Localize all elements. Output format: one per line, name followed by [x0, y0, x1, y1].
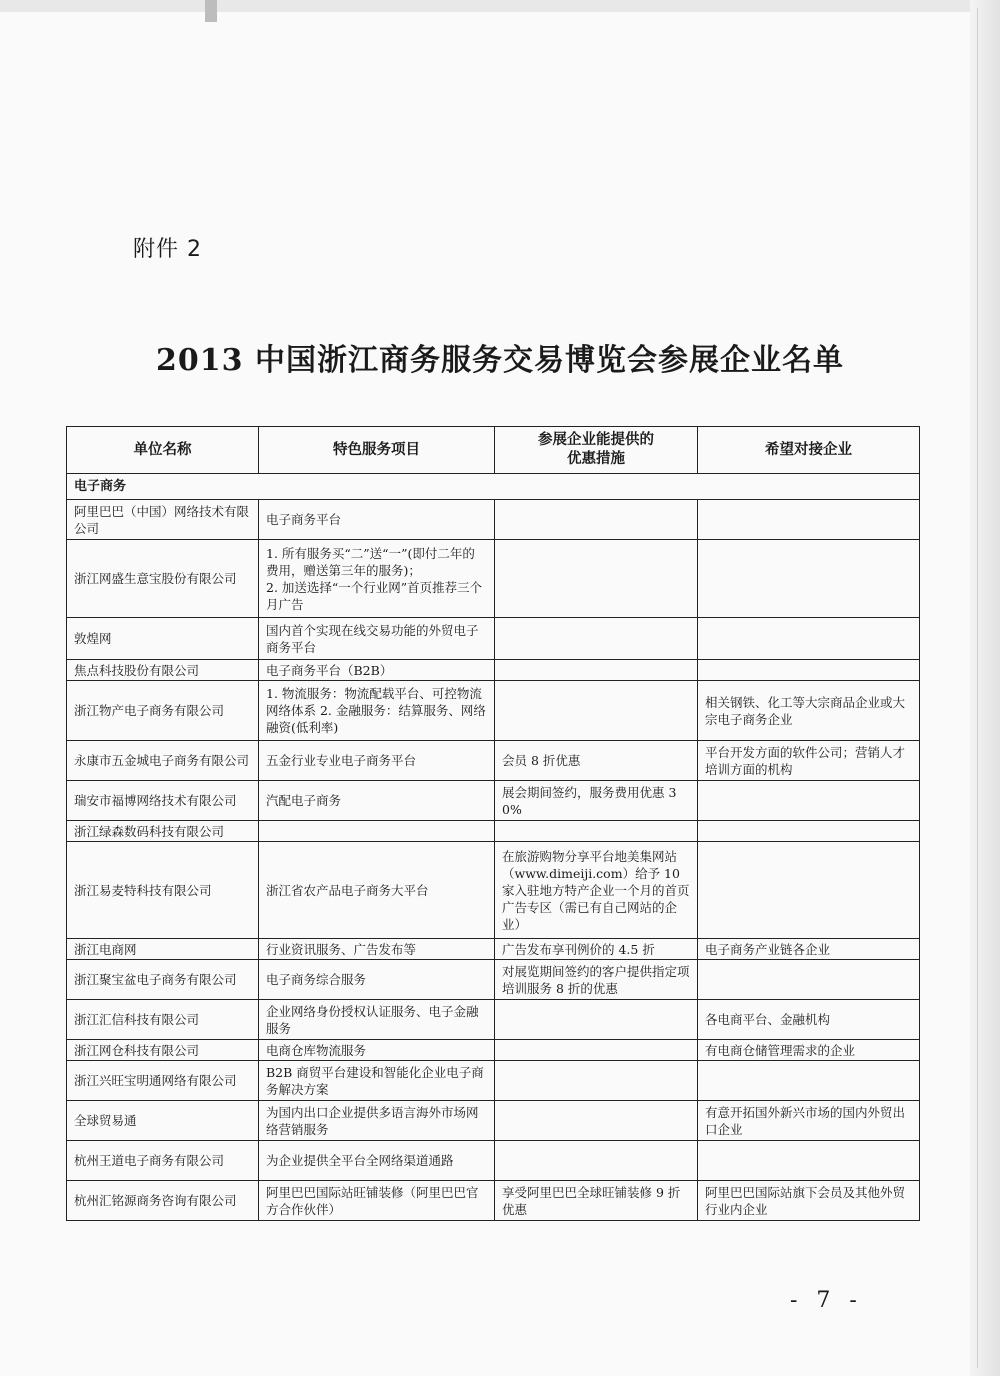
table-row: [67, 1101, 920, 1141]
table-row: [67, 681, 920, 741]
cell-company: 焦点科技股份有限公司: [67, 660, 259, 681]
cell-offer: [495, 1101, 698, 1141]
scan-top-edge: [0, 0, 1000, 12]
cell-service: 浙江省农产品电子商务大平台: [259, 842, 495, 939]
cell-target: [698, 781, 920, 821]
cell-company: 全球贸易通: [67, 1101, 259, 1141]
cell-service: 为国内出口企业提供多语言海外市场网络营销服务: [259, 1101, 495, 1141]
cell-service: [259, 821, 495, 842]
cell-target: 阿里巴巴国际站旗下会员及其他外贸行业内企业: [698, 1181, 920, 1221]
cell-company: 杭州王道电子商务有限公司: [67, 1141, 259, 1181]
header-service: 特色服务项目: [259, 427, 495, 474]
cell-target: [698, 540, 920, 618]
table-row: [67, 781, 920, 821]
cell-target: [698, 842, 920, 939]
table-row: [67, 618, 920, 660]
cell-offer: [495, 500, 698, 540]
cell-offer: [495, 1040, 698, 1061]
cell-service: 阿里巴巴国际站旺铺装修（阿里巴巴官方合作伙伴）: [259, 1181, 495, 1221]
section-label: 电子商务: [67, 474, 920, 500]
cell-company: 浙江网仓科技有限公司: [67, 1040, 259, 1061]
table-row: [67, 1061, 920, 1101]
cell-company: 浙江电商网: [67, 939, 259, 960]
cell-service: 企业网络身份授权认证服务、电子金融服务: [259, 1000, 495, 1040]
attachment-label: 附件 2: [133, 237, 202, 262]
cell-target: [698, 618, 920, 660]
header-target: 希望对接企业: [698, 427, 920, 474]
table-row: [67, 1181, 920, 1221]
cell-offer: 在旅游购物分享平台地美集网站（www.dimeiji.com）给予 10 家入驻地方特产企业一个月的首页广告专区（需已有自己网站的企业）: [495, 842, 698, 939]
binder-clip-mark: [205, 0, 217, 22]
exhibitor-table: [66, 426, 920, 1221]
cell-offer: 展会期间签约，服务费用优惠 30%: [495, 781, 698, 821]
cell-target: [698, 1141, 920, 1181]
table-row: [67, 842, 920, 939]
cell-company: 阿里巴巴（中国）网络技术有限公司: [67, 500, 259, 540]
cell-offer: [495, 1141, 698, 1181]
cell-target: 平台开发方面的软件公司；营销人才培训方面的机构: [698, 741, 920, 781]
cell-company: 浙江绿森数码科技有限公司: [67, 821, 259, 842]
table-row: [67, 1040, 920, 1061]
cell-service: 电商仓库物流服务: [259, 1040, 495, 1061]
cell-offer: [495, 1000, 698, 1040]
cell-target: 有电商仓储管理需求的企业: [698, 1040, 920, 1061]
header-company: 单位名称: [67, 427, 259, 474]
cell-offer: [495, 681, 698, 741]
cell-company: 杭州汇铭源商务咨询有限公司: [67, 1181, 259, 1221]
cell-offer: [495, 540, 698, 618]
cell-offer: [495, 821, 698, 842]
cell-offer: 会员 8 折优惠: [495, 741, 698, 781]
cell-offer: 对展览期间签约的客户提供指定项培训服务 8 折的优惠: [495, 960, 698, 1000]
cell-offer: 广告发布享刊例价的 4.5 折: [495, 939, 698, 960]
cell-service: 1. 所有服务买“二”送“一”(即付二年的费用，赠送第三年的服务)； 2. 加送选择“一个行业网”首页推荐三个月广告: [259, 540, 495, 618]
table-row: [67, 540, 920, 618]
cell-service: 汽配电子商务: [259, 781, 495, 821]
cell-company: 永康市五金城电子商务有限公司: [67, 741, 259, 781]
cell-company: 浙江物产电子商务有限公司: [67, 681, 259, 741]
cell-target: 相关钢铁、化工等大宗商品企业或大宗电子商务企业: [698, 681, 920, 741]
stacked-pages-edge: [977, 8, 978, 1368]
cell-offer: [495, 660, 698, 681]
cell-company: 浙江兴旺宝明通网络有限公司: [67, 1061, 259, 1101]
table-row: [67, 500, 920, 540]
cell-company: 敦煌网: [67, 618, 259, 660]
cell-service: 国内首个实现在线交易功能的外贸电子商务平台: [259, 618, 495, 660]
cell-offer: [495, 618, 698, 660]
cell-company: 浙江易麦特科技有限公司: [67, 842, 259, 939]
cell-company: 瑞安市福博网络技术有限公司: [67, 781, 259, 821]
table-row: [67, 821, 920, 842]
table-header-row: [67, 427, 920, 474]
cell-service: 为企业提供全平台全网络渠道通路: [259, 1141, 495, 1181]
page-number: - 7 -: [790, 1288, 863, 1313]
cell-service: 电子商务平台（B2B）: [259, 660, 495, 681]
cell-target: 有意开拓国外新兴市场的国内外贸出口企业: [698, 1101, 920, 1141]
cell-service: B2B 商贸平台建设和智能化企业电子商务解决方案: [259, 1061, 495, 1101]
scan-right-edge: [970, 0, 1000, 1376]
cell-target: [698, 821, 920, 842]
table-row: [67, 660, 920, 681]
cell-offer: [495, 1061, 698, 1101]
cell-target: [698, 1061, 920, 1101]
cell-service: 五金行业专业电子商务平台: [259, 741, 495, 781]
table-row: [67, 1000, 920, 1040]
section-row: [67, 474, 920, 500]
cell-target: 各电商平台、金融机构: [698, 1000, 920, 1040]
table-row: [67, 960, 920, 1000]
header-offer: 参展企业能提供的 优惠措施: [495, 427, 698, 474]
cell-service: 1. 物流服务：物流配载平台、可控物流网络体系 2. 金融服务：结算服务、网络融资(低利率): [259, 681, 495, 741]
cell-target: [698, 660, 920, 681]
cell-target: 电子商务产业链各企业: [698, 939, 920, 960]
table-row: [67, 939, 920, 960]
cell-target: [698, 500, 920, 540]
cell-company: 浙江网盛生意宝股份有限公司: [67, 540, 259, 618]
table-row: [67, 741, 920, 781]
cell-company: 浙江聚宝盆电子商务有限公司: [67, 960, 259, 1000]
cell-service: 电子商务平台: [259, 500, 495, 540]
cell-service: 行业资讯服务、广告发布等: [259, 939, 495, 960]
cell-target: [698, 960, 920, 1000]
page-title: 2013 中国浙江商务服务交易博览会参展企业名单: [156, 343, 844, 378]
cell-company: 浙江汇信科技有限公司: [67, 1000, 259, 1040]
cell-service: 电子商务综合服务: [259, 960, 495, 1000]
table-row: [67, 1141, 920, 1181]
cell-offer: 享受阿里巴巴全球旺铺装修 9 折优惠: [495, 1181, 698, 1221]
